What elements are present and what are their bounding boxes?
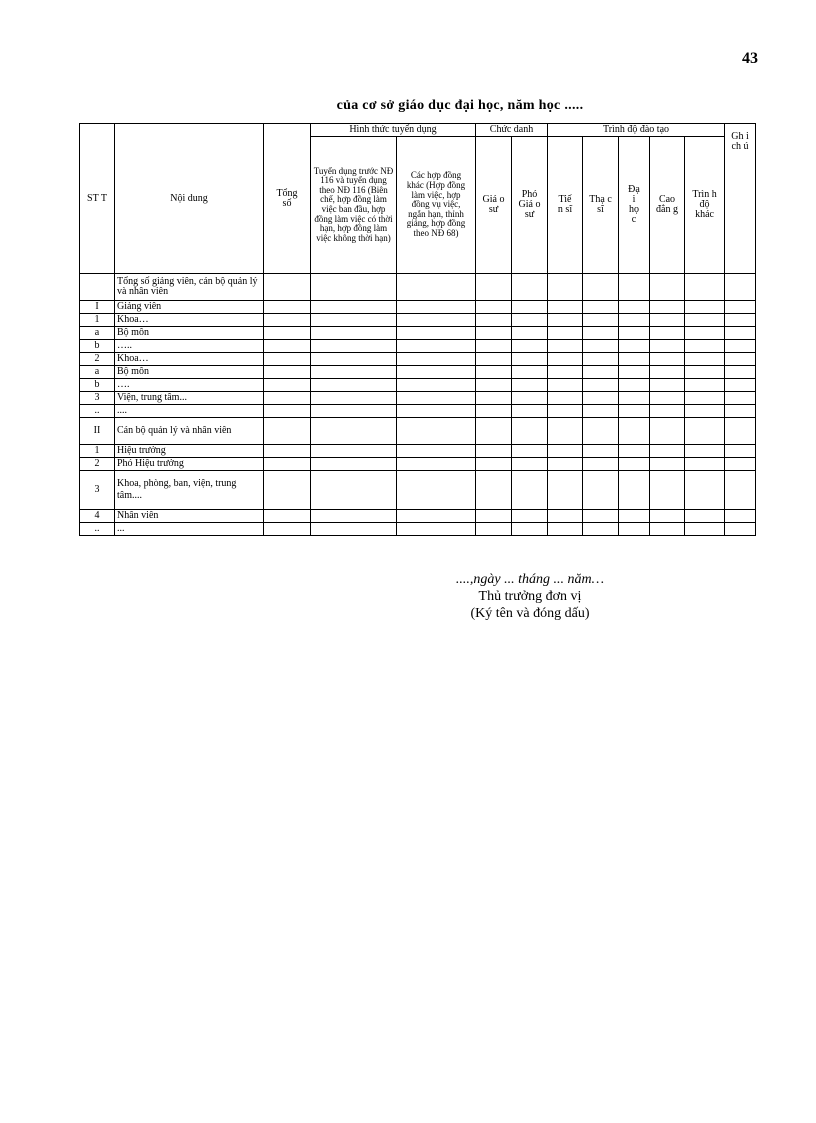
row-noi-dung: Viện, trung tâm...	[115, 392, 264, 405]
header-ghi-chu: Gh i ch ú	[725, 124, 756, 274]
row-empty-cell	[512, 471, 548, 510]
row-empty-cell	[397, 445, 476, 458]
table-body	[80, 274, 756, 536]
row-stt: b	[80, 379, 115, 392]
row-empty-cell	[264, 445, 311, 458]
row-empty-cell	[476, 366, 512, 379]
row-stt: 2	[80, 353, 115, 366]
row-empty-cell	[725, 523, 756, 536]
header-cao-dang: Cao đẳn g	[650, 137, 685, 274]
row-empty-cell	[650, 418, 685, 445]
row-empty-cell	[397, 353, 476, 366]
row-empty-cell	[619, 353, 650, 366]
row-noi-dung: Bộ môn	[115, 366, 264, 379]
row-stt: ..	[80, 405, 115, 418]
row-empty-cell	[685, 340, 725, 353]
row-stt: a	[80, 327, 115, 340]
row-empty-cell	[397, 458, 476, 471]
row-empty-cell	[512, 510, 548, 523]
row-empty-cell	[548, 353, 583, 366]
row-empty-cell	[548, 405, 583, 418]
row-empty-cell	[264, 418, 311, 445]
row-stt: II	[80, 418, 115, 445]
row-empty-cell	[311, 379, 397, 392]
row-empty-cell	[650, 471, 685, 510]
header-trinh-do-khac: Trìn h độ khác	[685, 137, 725, 274]
row-empty-cell	[264, 366, 311, 379]
row-empty-cell	[397, 392, 476, 405]
row-noi-dung: Khoa…	[115, 314, 264, 327]
row-stt: ..	[80, 523, 115, 536]
row-empty-cell	[311, 458, 397, 471]
row-empty-cell	[476, 274, 512, 301]
row-stt: 1	[80, 445, 115, 458]
row-noi-dung: Giảng viên	[115, 301, 264, 314]
row-empty-cell	[725, 379, 756, 392]
row-empty-cell	[619, 392, 650, 405]
row-empty-cell	[650, 392, 685, 405]
row-empty-cell	[619, 327, 650, 340]
row-empty-cell	[548, 301, 583, 314]
row-empty-cell	[476, 405, 512, 418]
row-empty-cell	[397, 314, 476, 327]
row-noi-dung: Khoa, phòng, ban, viện, trung tâm....	[115, 471, 264, 510]
header-stt: ST T	[80, 124, 115, 274]
table-row	[80, 471, 756, 510]
row-empty-cell	[619, 405, 650, 418]
row-empty-cell	[264, 510, 311, 523]
table-row	[80, 366, 756, 379]
row-empty-cell	[650, 340, 685, 353]
row-empty-cell	[397, 340, 476, 353]
row-empty-cell	[619, 301, 650, 314]
header-noi-dung: Nội dung	[115, 124, 264, 274]
row-empty-cell	[725, 366, 756, 379]
row-empty-cell	[311, 445, 397, 458]
row-empty-cell	[476, 418, 512, 445]
staff-report-table	[79, 123, 756, 536]
row-empty-cell	[548, 510, 583, 523]
row-empty-cell	[650, 314, 685, 327]
row-empty-cell	[685, 274, 725, 301]
row-stt	[80, 274, 115, 301]
row-empty-cell	[583, 458, 619, 471]
row-empty-cell	[619, 510, 650, 523]
row-empty-cell	[725, 314, 756, 327]
row-empty-cell	[583, 340, 619, 353]
row-empty-cell	[311, 510, 397, 523]
row-empty-cell	[397, 274, 476, 301]
row-empty-cell	[725, 301, 756, 314]
row-empty-cell	[512, 445, 548, 458]
row-noi-dung: Phó Hiệu trưởng	[115, 458, 264, 471]
row-empty-cell	[476, 471, 512, 510]
row-empty-cell	[650, 366, 685, 379]
table-row	[80, 340, 756, 353]
row-empty-cell	[264, 353, 311, 366]
header-giao-su: Giá o sư	[476, 137, 512, 274]
row-stt: I	[80, 301, 115, 314]
row-empty-cell	[476, 301, 512, 314]
row-empty-cell	[685, 418, 725, 445]
row-empty-cell	[583, 301, 619, 314]
table-row	[80, 353, 756, 366]
row-empty-cell	[311, 353, 397, 366]
row-empty-cell	[650, 510, 685, 523]
row-empty-cell	[548, 392, 583, 405]
row-empty-cell	[725, 510, 756, 523]
page-number: 43	[742, 50, 758, 67]
table-row	[80, 379, 756, 392]
row-empty-cell	[650, 301, 685, 314]
header-hop-dong-khac: Các hợp đồng khác (Hợp đồng làm việc, hợp đồng vụ việc, ngắn hạn, thỉnh giảng, hợp đồng theo NĐ 68)	[397, 137, 476, 274]
row-empty-cell	[512, 405, 548, 418]
row-empty-cell	[512, 392, 548, 405]
row-stt: 1	[80, 314, 115, 327]
row-empty-cell	[725, 274, 756, 301]
row-empty-cell	[397, 379, 476, 392]
table-row	[80, 445, 756, 458]
row-empty-cell	[685, 392, 725, 405]
row-empty-cell	[476, 327, 512, 340]
row-empty-cell	[725, 340, 756, 353]
row-empty-cell	[725, 471, 756, 510]
row-empty-cell	[685, 366, 725, 379]
signature-block	[400, 571, 660, 622]
row-empty-cell	[650, 274, 685, 301]
row-empty-cell	[725, 327, 756, 340]
row-stt: 3	[80, 471, 115, 510]
row-empty-cell	[397, 510, 476, 523]
row-noi-dung: ….	[115, 379, 264, 392]
row-empty-cell	[725, 405, 756, 418]
table-row	[80, 301, 756, 314]
row-stt: b	[80, 340, 115, 353]
row-empty-cell	[548, 379, 583, 392]
row-stt: 4	[80, 510, 115, 523]
row-noi-dung: ....	[115, 405, 264, 418]
signature-role: Thủ trưởng đơn vị	[478, 589, 582, 604]
row-empty-cell	[476, 340, 512, 353]
row-empty-cell	[264, 327, 311, 340]
row-empty-cell	[264, 471, 311, 510]
row-empty-cell	[512, 314, 548, 327]
row-empty-cell	[725, 458, 756, 471]
row-noi-dung: ...	[115, 523, 264, 536]
header-tien-si: Tiế n sĩ	[548, 137, 583, 274]
row-empty-cell	[476, 392, 512, 405]
row-empty-cell	[548, 445, 583, 458]
row-empty-cell	[397, 301, 476, 314]
row-empty-cell	[619, 379, 650, 392]
row-empty-cell	[512, 366, 548, 379]
table-row	[80, 405, 756, 418]
row-empty-cell	[476, 353, 512, 366]
row-empty-cell	[548, 327, 583, 340]
row-empty-cell	[264, 523, 311, 536]
row-empty-cell	[583, 418, 619, 445]
row-empty-cell	[685, 458, 725, 471]
row-empty-cell	[619, 418, 650, 445]
row-empty-cell	[725, 445, 756, 458]
row-empty-cell	[619, 523, 650, 536]
row-empty-cell	[583, 379, 619, 392]
row-empty-cell	[725, 353, 756, 366]
row-empty-cell	[583, 366, 619, 379]
row-empty-cell	[397, 523, 476, 536]
row-empty-cell	[583, 392, 619, 405]
row-empty-cell	[476, 458, 512, 471]
row-empty-cell	[512, 327, 548, 340]
row-empty-cell	[583, 510, 619, 523]
header-tong-so: Tổng số	[264, 124, 311, 274]
row-empty-cell	[397, 366, 476, 379]
row-empty-cell	[583, 471, 619, 510]
row-empty-cell	[512, 418, 548, 445]
row-empty-cell	[685, 314, 725, 327]
row-empty-cell	[548, 471, 583, 510]
table-row	[80, 327, 756, 340]
row-empty-cell	[264, 301, 311, 314]
row-empty-cell	[264, 340, 311, 353]
row-empty-cell	[685, 379, 725, 392]
row-noi-dung: Nhân viên	[115, 510, 264, 523]
row-empty-cell	[685, 353, 725, 366]
row-empty-cell	[685, 301, 725, 314]
row-stt: 2	[80, 458, 115, 471]
row-empty-cell	[264, 274, 311, 301]
header-row-1	[80, 124, 756, 137]
row-noi-dung: …..	[115, 340, 264, 353]
row-empty-cell	[397, 405, 476, 418]
row-noi-dung: Hiệu trưởng	[115, 445, 264, 458]
row-empty-cell	[397, 327, 476, 340]
row-empty-cell	[725, 392, 756, 405]
row-empty-cell	[548, 314, 583, 327]
table-row	[80, 418, 756, 445]
row-empty-cell	[476, 379, 512, 392]
row-empty-cell	[476, 445, 512, 458]
header-thac-si: Thạ c sĩ	[583, 137, 619, 274]
row-empty-cell	[476, 510, 512, 523]
row-empty-cell	[512, 353, 548, 366]
row-empty-cell	[512, 274, 548, 301]
row-empty-cell	[619, 458, 650, 471]
row-empty-cell	[264, 392, 311, 405]
row-empty-cell	[264, 314, 311, 327]
table-row	[80, 392, 756, 405]
header-trinh-do-dao-tao: Trình độ đào tạo	[548, 124, 725, 137]
signature-date-line: ....,ngày ... tháng ... năm…	[455, 572, 605, 587]
row-empty-cell	[583, 327, 619, 340]
row-empty-cell	[397, 418, 476, 445]
table-row	[80, 314, 756, 327]
row-empty-cell	[650, 405, 685, 418]
row-empty-cell	[583, 445, 619, 458]
row-empty-cell	[311, 274, 397, 301]
row-empty-cell	[650, 445, 685, 458]
row-noi-dung: Bộ môn	[115, 327, 264, 340]
row-empty-cell	[685, 405, 725, 418]
row-empty-cell	[311, 301, 397, 314]
row-stt: 3	[80, 392, 115, 405]
row-empty-cell	[619, 445, 650, 458]
row-empty-cell	[548, 366, 583, 379]
row-empty-cell	[619, 471, 650, 510]
row-empty-cell	[685, 471, 725, 510]
row-empty-cell	[548, 340, 583, 353]
row-empty-cell	[311, 327, 397, 340]
page-title: của cơ sở giáo dục đại học, năm học .....	[336, 98, 584, 113]
row-empty-cell	[311, 340, 397, 353]
row-empty-cell	[685, 523, 725, 536]
row-empty-cell	[512, 523, 548, 536]
row-empty-cell	[311, 366, 397, 379]
row-empty-cell	[311, 471, 397, 510]
row-empty-cell	[512, 340, 548, 353]
table-row	[80, 274, 756, 301]
row-empty-cell	[685, 445, 725, 458]
row-empty-cell	[264, 405, 311, 418]
row-empty-cell	[685, 327, 725, 340]
row-empty-cell	[583, 405, 619, 418]
table-row	[80, 523, 756, 536]
row-empty-cell	[650, 458, 685, 471]
row-empty-cell	[650, 379, 685, 392]
row-empty-cell	[619, 366, 650, 379]
row-empty-cell	[619, 340, 650, 353]
row-empty-cell	[725, 418, 756, 445]
row-stt: a	[80, 366, 115, 379]
row-empty-cell	[583, 523, 619, 536]
row-empty-cell	[512, 458, 548, 471]
row-empty-cell	[650, 523, 685, 536]
row-empty-cell	[583, 314, 619, 327]
row-empty-cell	[311, 418, 397, 445]
header-tuyen-dung: Tuyển dụng trước NĐ 116 và tuyển dụng theo NĐ 116 (Biên chế, hợp đồng làm việc ban đầu, hợp đồng làm việc có thời hạn, hợp đồng làm việc không thời hạn)	[311, 137, 397, 274]
row-empty-cell	[548, 458, 583, 471]
row-noi-dung: Cán bộ quản lý và nhân viên	[115, 418, 264, 445]
row-noi-dung: Tổng số giảng viên, cán bộ quản lý và nhân viên	[115, 274, 264, 301]
row-noi-dung: Khoa…	[115, 353, 264, 366]
row-empty-cell	[685, 510, 725, 523]
row-empty-cell	[650, 353, 685, 366]
row-empty-cell	[548, 523, 583, 536]
row-empty-cell	[311, 392, 397, 405]
header-dai-hoc: Đạ i họ c	[619, 137, 650, 274]
row-empty-cell	[264, 379, 311, 392]
header-hinh-thuc-tuyen-dung: Hình thức tuyển dụng	[311, 124, 476, 137]
row-empty-cell	[476, 523, 512, 536]
row-empty-cell	[476, 314, 512, 327]
header-chuc-danh: Chức danh	[476, 124, 548, 137]
header-pho-giao-su: Phó Giá o sư	[512, 137, 548, 274]
table-row	[80, 510, 756, 523]
row-empty-cell	[548, 274, 583, 301]
signature-note: (Ký tên và đóng dấu)	[470, 606, 590, 621]
row-empty-cell	[583, 353, 619, 366]
row-empty-cell	[311, 314, 397, 327]
row-empty-cell	[311, 523, 397, 536]
row-empty-cell	[583, 274, 619, 301]
table-row	[80, 458, 756, 471]
row-empty-cell	[650, 327, 685, 340]
row-empty-cell	[512, 301, 548, 314]
row-empty-cell	[619, 274, 650, 301]
row-empty-cell	[548, 418, 583, 445]
row-empty-cell	[619, 314, 650, 327]
row-empty-cell	[311, 405, 397, 418]
row-empty-cell	[264, 458, 311, 471]
row-empty-cell	[512, 379, 548, 392]
row-empty-cell	[397, 471, 476, 510]
